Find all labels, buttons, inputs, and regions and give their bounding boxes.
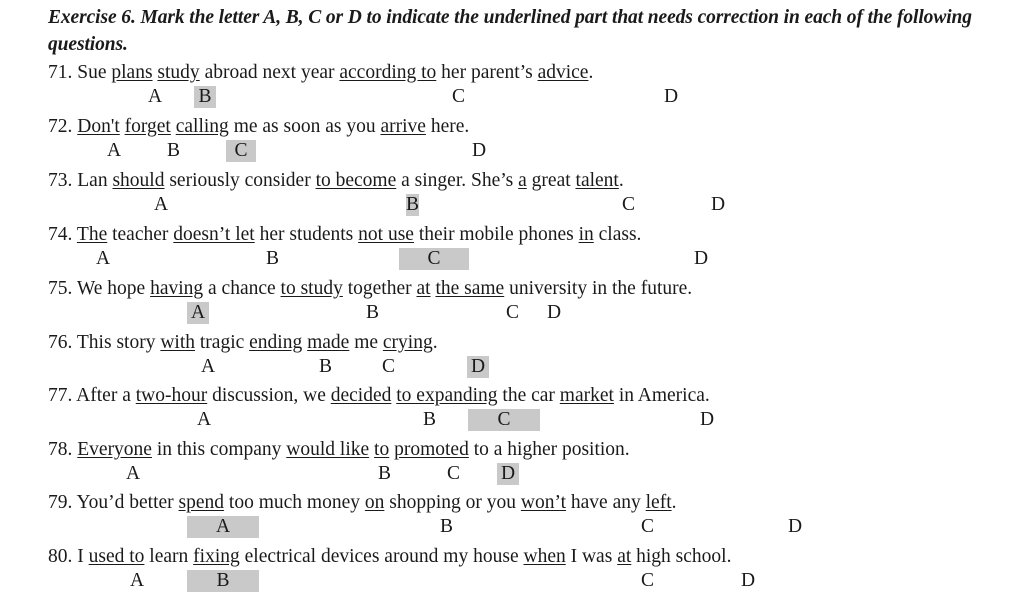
question-text: discussion, we — [207, 385, 331, 406]
question-text: tragic — [195, 332, 250, 353]
question-text: her parent’s — [436, 62, 538, 83]
underlined-part: to — [374, 439, 390, 460]
underlined-part: not use — [358, 224, 414, 245]
underlined-part: in — [578, 224, 594, 245]
underlined-part: having — [150, 278, 204, 299]
underlined-part: doesn’t let — [173, 224, 255, 245]
option-label-a-highlighted: A — [187, 302, 209, 324]
question-text: me as soon as you — [228, 116, 381, 137]
option-label-d: D — [788, 516, 803, 537]
question-text: 79. You’d better — [48, 492, 179, 513]
underlined-part: crying — [382, 332, 433, 353]
option-label-b-highlighted: B — [194, 86, 216, 108]
option-label-c: C — [622, 194, 636, 215]
option-label-c: C — [447, 463, 461, 484]
option-label-a-highlighted: A — [187, 516, 259, 538]
underlined-part: at — [416, 278, 431, 299]
option-label-a: A — [96, 248, 111, 269]
option-label-c: C — [641, 570, 655, 591]
underlined-part: Everyone — [77, 439, 152, 460]
option-label-d: D — [694, 248, 709, 269]
question-text: great — [526, 170, 576, 191]
question-text: teacher — [107, 224, 174, 245]
underlined-part: would like — [286, 439, 370, 460]
underlined-part: talent — [575, 170, 619, 191]
option-label-a: A — [130, 570, 145, 591]
question-text: the car — [497, 385, 560, 406]
option-label-b-highlighted: B — [187, 570, 259, 592]
underlined-part: advice — [537, 62, 589, 83]
question-text: . — [671, 492, 677, 513]
option-label-b: B — [378, 463, 392, 484]
question-text: university in the future. — [504, 278, 693, 299]
question-text: 71. Sue — [48, 62, 112, 83]
option-label-a: A — [126, 463, 141, 484]
underlined-part: the same — [435, 278, 505, 299]
question-79 — [48, 491, 676, 515]
option-label-b: B — [167, 140, 181, 161]
underlined-part: to expanding — [396, 385, 498, 406]
question-text: their mobile phones — [413, 224, 579, 245]
question-75 — [48, 277, 692, 301]
option-label-d: D — [711, 194, 726, 215]
underlined-part: fixing — [193, 546, 240, 567]
option-label-c-highlighted: C — [226, 140, 256, 162]
underlined-part: with — [160, 332, 195, 353]
question-text: . — [618, 170, 624, 191]
underlined-part: promoted — [394, 439, 469, 460]
option-label-d: D — [664, 86, 679, 107]
option-label-b-highlighted: B — [406, 194, 420, 215]
question-text: too much money — [224, 492, 365, 513]
question-text: in America. — [613, 385, 710, 406]
question-text: shopping or you — [384, 492, 521, 513]
option-label-a: A — [197, 409, 212, 430]
question-76 — [48, 331, 438, 355]
question-text: I was — [565, 546, 618, 567]
underlined-part: to study — [280, 278, 343, 299]
option-label-b: B — [440, 516, 454, 537]
question-text: a singer. She’s — [396, 170, 519, 191]
option-label-b: B — [266, 248, 280, 269]
question-text: high school. — [631, 546, 732, 567]
question-text: abroad next year — [199, 62, 340, 83]
underlined-part: decided — [330, 385, 392, 406]
question-78 — [48, 438, 630, 462]
option-label-a: A — [148, 86, 163, 107]
underlined-part: study — [157, 62, 200, 83]
exercise-title: Exercise 6. Mark the letter A, B, C or D to indicate the underlined part that needs correction in each of the following questions. — [48, 7, 972, 55]
question-text: 78. — [48, 439, 78, 460]
option-label-c: C — [452, 86, 466, 107]
question-text: me — [349, 332, 383, 353]
question-text: 77. After a — [48, 385, 136, 406]
question-74 — [48, 223, 641, 247]
underlined-part: according to — [339, 62, 437, 83]
underlined-part: when — [523, 546, 566, 567]
option-label-d-highlighted: D — [467, 356, 489, 378]
option-label-c-highlighted: C — [399, 248, 469, 270]
question-72 — [48, 115, 469, 139]
option-label-a: A — [154, 194, 169, 215]
underlined-part: The — [76, 224, 108, 245]
underlined-part: plans — [111, 62, 153, 83]
question-text: 73. Lan — [48, 170, 113, 191]
question-text: to a higher position. — [468, 439, 630, 460]
underlined-part: two-hour — [135, 385, 208, 406]
underlined-part: used to — [88, 546, 145, 567]
underlined-part: ending — [249, 332, 303, 353]
question-text: learn — [144, 546, 194, 567]
question-text: 72. — [48, 116, 78, 137]
question-80 — [48, 545, 731, 569]
option-label-c: C — [382, 356, 396, 377]
option-label-c-highlighted: C — [468, 409, 540, 431]
underlined-part: won’t — [520, 492, 567, 513]
option-label-d: D — [700, 409, 715, 430]
question-text: 80. I — [48, 546, 89, 567]
underlined-part: market — [559, 385, 614, 406]
question-text: in this company — [151, 439, 287, 460]
question-text: . — [588, 62, 594, 83]
question-text: 74. — [48, 224, 77, 245]
underlined-part: should — [112, 170, 165, 191]
option-label-d: D — [741, 570, 756, 591]
option-label-c: C — [641, 516, 655, 537]
underlined-part: calling — [175, 116, 229, 137]
option-label-d: D — [472, 140, 487, 161]
question-text: together — [342, 278, 417, 299]
question-77 — [48, 384, 710, 408]
underlined-part: arrive — [380, 116, 426, 137]
question-text: 75. We hope — [48, 278, 151, 299]
question-text: here. — [425, 116, 470, 137]
question-text: have any — [566, 492, 646, 513]
underlined-part: at — [617, 546, 632, 567]
question-text: her students — [254, 224, 359, 245]
option-label-b: B — [319, 356, 333, 377]
option-label-a: A — [107, 140, 122, 161]
question-text: a chance — [203, 278, 281, 299]
option-label-d: D — [547, 302, 562, 323]
option-label-a: A — [201, 356, 216, 377]
underlined-part: Don't — [77, 116, 120, 137]
question-text: seriously consider — [164, 170, 316, 191]
question-71 — [48, 61, 593, 85]
question-73 — [48, 169, 624, 193]
underlined-part: forget — [124, 116, 171, 137]
question-text: class. — [593, 224, 642, 245]
question-text: 76. This story — [48, 332, 161, 353]
underlined-part: a — [518, 170, 527, 191]
option-label-c: C — [506, 302, 520, 323]
option-label-b: B — [423, 409, 437, 430]
underlined-part: to become — [315, 170, 397, 191]
underlined-part: left — [645, 492, 672, 513]
option-label-d-highlighted: D — [497, 463, 519, 485]
option-label-b: B — [366, 302, 380, 323]
question-text: electrical devices around my house — [239, 546, 524, 567]
underlined-part: on — [364, 492, 385, 513]
underlined-part: spend — [178, 492, 225, 513]
question-text: . — [432, 332, 438, 353]
underlined-part: made — [307, 332, 350, 353]
